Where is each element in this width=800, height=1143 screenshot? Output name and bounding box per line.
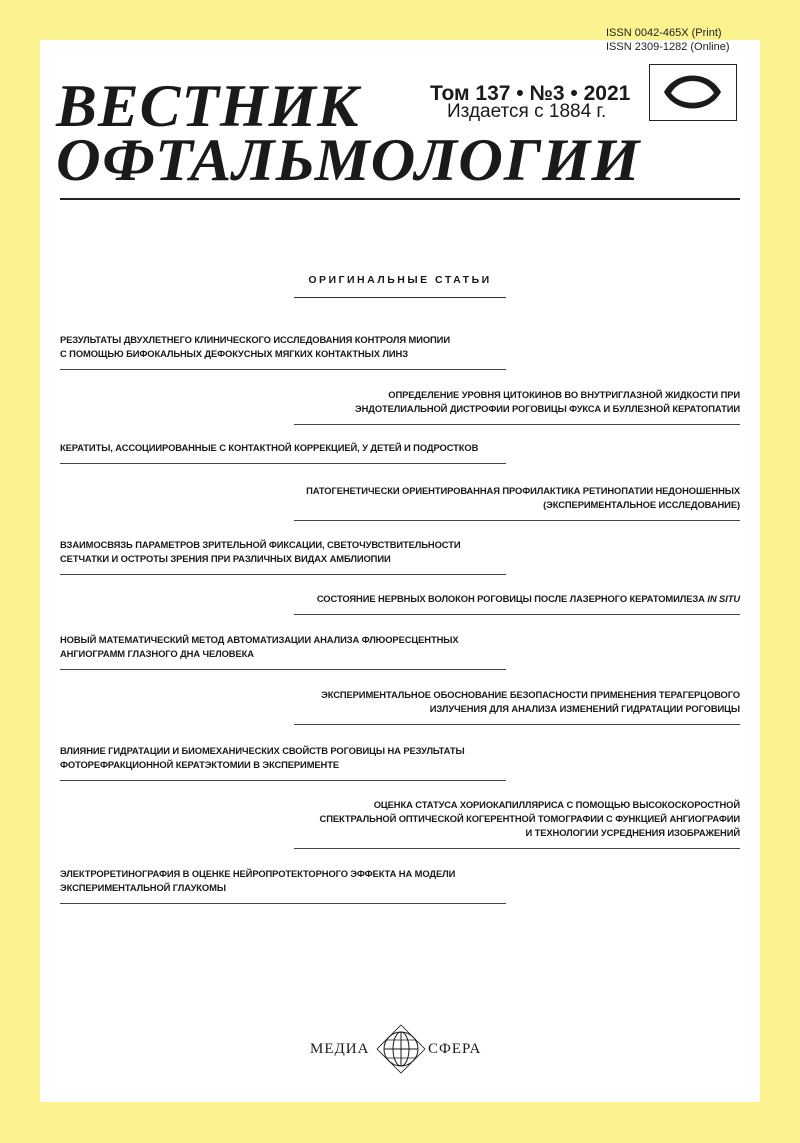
- issn-online: ISSN 2309-1282 (Online): [606, 41, 730, 53]
- article-title-line: ВЗАИМОСВЯЗЬ ПАРАМЕТРОВ ЗРИТЕЛЬНОЙ ФИКСАЦИИ, СВЕТОЧУВСТВИТЕЛЬНОСТИ: [60, 539, 461, 550]
- article-title-line: ОПРЕДЕЛЕНИЕ УРОВНЯ ЦИТОКИНОВ ВО ВНУТРИГЛАЗНОЙ ЖИДКОСТИ ПРИ: [388, 389, 740, 400]
- globe-icon: [376, 1024, 426, 1074]
- article-divider: [60, 369, 506, 370]
- article-title-line: АНГИОГРАММ ГЛАЗНОГО ДНА ЧЕЛОВЕКА: [60, 648, 254, 659]
- article-title-line: ВЛИЯНИЕ ГИДРАТАЦИИ И БИОМЕХАНИЧЕСКИХ СВОЙСТВ РОГОВИЦЫ НА РЕЗУЛЬТАТЫ: [60, 745, 465, 756]
- article-title-line: ОЦЕНКА СТАТУСА ХОРИОКАПИЛЛЯРИСА С ПОМОЩЬЮ ВЫСОКОСКОРОСТНОЙ: [373, 799, 740, 810]
- article-entry: [60, 441, 506, 455]
- article-divider: [60, 669, 506, 670]
- article-divider: [294, 520, 740, 521]
- published-since: Издается с 1884 г.: [447, 101, 607, 122]
- issn-block: [606, 26, 730, 54]
- article-divider: [294, 424, 740, 425]
- article-entry: [294, 592, 740, 606]
- article-entry: [294, 688, 740, 716]
- article-divider: [294, 614, 740, 615]
- article-title-line: ЭНДОТЕЛИАЛЬНОЙ ДИСТРОФИИ РОГОВИЦЫ ФУКСА И БУЛЛЕЗНОЙ КЕРАТОПАТИИ: [355, 403, 740, 414]
- journal-logo: [649, 64, 737, 121]
- article-entry: [60, 333, 506, 361]
- article-entry: [294, 798, 740, 840]
- journal-title-line2: ОФТАЛЬМОЛОГИИ: [56, 127, 641, 193]
- eye-icon: [650, 65, 735, 119]
- article-divider: [60, 463, 506, 464]
- section-divider: [294, 297, 506, 298]
- article-entry: [60, 867, 506, 895]
- article-title-line: СПЕКТРАЛЬНОЙ ОПТИЧЕСКОЙ КОГЕРЕНТНОЙ ТОМОГРАФИИ С ФУНКЦИЕЙ АНГИОГРАФИИ: [319, 813, 740, 824]
- publisher-logo: [310, 1022, 490, 1074]
- issn-print: ISSN 0042-465X (Print): [606, 27, 722, 39]
- article-entry: [294, 484, 740, 512]
- article-title-line: ЭЛЕКТРОРЕТИНОГРАФИЯ В ОЦЕНКЕ НЕЙРОПРОТЕКТОРНОГО ЭФФЕКТА НА МОДЕЛИ: [60, 868, 456, 879]
- article-title-line: СЕТЧАТКИ И ОСТРОТЫ ЗРЕНИЯ ПРИ РАЗЛИЧНЫХ ВИДАХ АМБЛИОПИИ: [60, 553, 391, 564]
- journal-title-line1: ВЕСТНИК: [56, 73, 360, 139]
- article-title-line: ЭКСПЕРИМЕНТАЛЬНОЕ ОБОСНОВАНИЕ БЕЗОПАСНОСТИ ПРИМЕНЕНИЯ ТЕРАГЕРЦОВОГО: [321, 689, 740, 700]
- volume-issue-year: Том 137 • №3 • 2021: [430, 82, 631, 105]
- article-title-line: ИЗЛУЧЕНИЯ ДЛЯ АНАЛИЗА ИЗМЕНЕНИЙ ГИДРАТАЦИИ РОГОВИЦЫ: [429, 703, 740, 714]
- article-title-line: И ТЕХНОЛОГИИ УСРЕДНЕНИЯ ИЗОБРАЖЕНИЙ: [525, 827, 740, 838]
- article-divider: [60, 780, 506, 781]
- article-title-line: НОВЫЙ МАТЕМАТИЧЕСКИЙ МЕТОД АВТОМАТИЗАЦИИ АНАЛИЗА ФЛЮОРЕСЦЕНТНЫХ: [60, 634, 459, 645]
- article-divider: [60, 574, 506, 575]
- article-title-line: (ЭКСПЕРИМЕНТАЛЬНОЕ ИССЛЕДОВАНИЕ): [543, 499, 740, 510]
- article-divider: [294, 848, 740, 849]
- article-title-line: ПАТОГЕНЕТИЧЕСКИ ОРИЕНТИРОВАННАЯ ПРОФИЛАКТИКА РЕТИНОПАТИИ НЕДОНОШЕННЫХ: [306, 485, 740, 496]
- article-title-line: С ПОМОЩЬЮ БИФОКАЛЬНЫХ ДЕФОКУСНЫХ МЯГКИХ КОНТАКТНЫХ ЛИНЗ: [60, 348, 408, 359]
- article-title-line: РЕЗУЛЬТАТЫ ДВУХЛЕТНЕГО КЛИНИЧЕСКОГО ИССЛЕДОВАНИЯ КОНТРОЛЯ МИОПИИ: [60, 334, 450, 345]
- article-title-line: СОСТОЯНИЕ НЕРВНЫХ ВОЛОКОН РОГОВИЦЫ ПОСЛЕ ЛАЗЕРНОГО КЕРАТОМИЛЕЗА IN SITU: [316, 593, 740, 604]
- article-entry: [60, 633, 506, 661]
- article-title-line: КЕРАТИТЫ, АССОЦИИРОВАННЫЕ С КОНТАКТНОЙ КОРРЕКЦИЕЙ, У ДЕТЕЙ И ПОДРОСТКОВ: [60, 442, 479, 453]
- publisher-word-1: МЕДИА: [310, 1041, 370, 1057]
- article-divider: [294, 724, 740, 725]
- article-entry: [60, 538, 506, 566]
- header-divider: [60, 198, 740, 200]
- article-title-line: ФОТОРЕФРАКЦИОННОЙ КЕРАТЭКТОМИИ В ЭКСПЕРИМЕНТЕ: [60, 759, 340, 770]
- section-heading: ОРИГИНАЛЬНЫЕ СТАТЬИ: [308, 274, 492, 286]
- publisher-word-2: СФЕРА: [428, 1041, 482, 1057]
- article-title-line: ЭКСПЕРИМЕНТАЛЬНОЙ ГЛАУКОМЫ: [60, 882, 226, 893]
- article-divider: [60, 903, 506, 904]
- article-entry: [60, 744, 506, 772]
- article-entry: [294, 388, 740, 416]
